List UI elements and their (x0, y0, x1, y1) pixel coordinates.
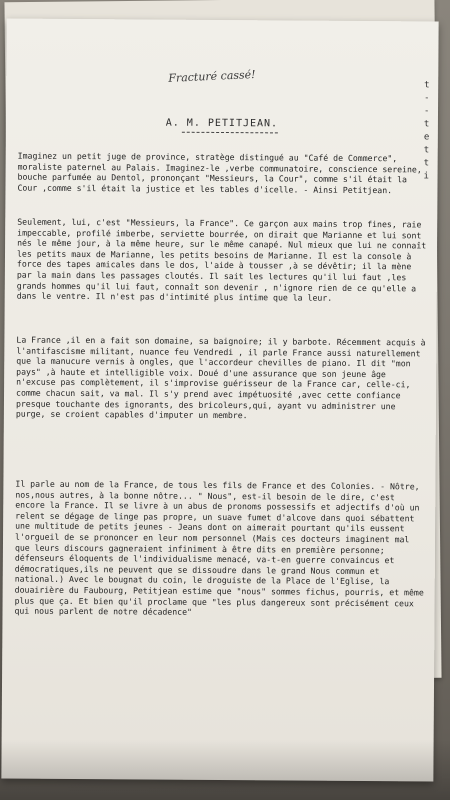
margin-mark: e (423, 132, 430, 143)
paragraph-2: Seulement, lui, c'est "Messieurs, la France". Ce garçon aux mains trop fines, raie impeccable, profilé imberbe, serviette bourrée, on dirait que Marianne et lui sont nés le même jour, à la même heure, sur le même canapé. Nul mieux que lui ne connaît les petits maux de Marianne, les petits besoins de Marianne. Il est la console à force des tapes amicales dans le dos, l'aide à tousser ,à se dévêtir; il la mène par la main dans les passages cloutés. Il sait les lectures qu'il lui faut ,les grands hommes qu'il lui faut, connaît son devenir , n'ignore rien de ce qu'elle a dans le ventre. Il n'est pas d'intimité plus intime que la leur. (16, 216, 432, 303)
margin-mark: t (423, 145, 430, 156)
margin-mark: - (424, 93, 430, 104)
document-title: A. M. PETITJEAN. (165, 117, 279, 130)
paragraph-4: Il parle au nom de la France, de tous les fils de France et des Colonies. - Nôtre, nos,nous autres, à la bonne nôtre... " Nous", est-il besoin de le dire, c'est encore la France. Il se livre à un abus de pronoms possessifs et adjectifs d'où un relent se dégage de linge pas propre, un suave fumet d'alcove dans quoi sébattent une multitude de petits jeunes - Jeans dont on aimerait pourtant qu'ils eussent l'orgueil de se prononcer en leur nom personnel (Mais ces docteurs imaginent mal que leurs discours gagneraient infiniment à être dits en première personne; défenseurs éloquents de l'individualisme menacé, va-t-en guerre convaincus et démocratiques,ils ne peuvent que se dissoudre dans le grand Nous commun et national.) Avec le bougnat du coin, le droguiste de la Place de l'Eglise, la douairière du Faubourg, Petitjean estime que "nous" sommes fichus, pourris, et même plus que ça. Et bien qu'il proclame que "les plus dangereux sont précisément ceux qui nous parlent de notre décadence" (14, 478, 429, 617)
title-underline (182, 132, 278, 134)
margin-mark: t (424, 80, 430, 91)
margin-mark: t (423, 158, 430, 169)
margin-marks (424, 81, 437, 185)
paragraph-3: La France ,il en a fait son domaine, sa baignoire; il y barbote. Récemment acquis à l'antifascisme militant, nuance feu Vendredi , il parle France aussi naturellement que la manucure vernis à ongles, que l'accordeur chevilles de piano. Il dit "mon pays" ,à haute et intelligible voix. Doué d'une assurance que son jeune âge n'excuse pas complètement, il s'improvise guérisseur de la France car, celle-ci, comme chacun sait, va mal. Il s'y prend avec impétuosité ,avec cette confiance presque touchante des ignorants, des bricoleurs,qui, ayant vu administrer une purge, se croient capables d'imputer un membre. (15, 334, 431, 421)
margin-mark: - (423, 106, 430, 117)
margin-mark: i (423, 171, 430, 182)
paragraph-1: Imaginez un petit juge de province, stratège distingué au "Café de Commerce", moraliste paternel au Palais. Imaginez-le ,verbe communatoire, conscience sereine, bouche parfumée au Dentol, prononçant "Messieurs, la Cour", comme s'il était la Cour ,comme s'il était la justice et les tables d'icelle. - Ainsi Petitjean. (17, 150, 427, 195)
handwritten-note: Fracturé cassé! (168, 67, 256, 85)
bottom-shadow (0, 740, 450, 800)
typewritten-page (1, 19, 438, 782)
margin-mark: t (423, 119, 430, 130)
